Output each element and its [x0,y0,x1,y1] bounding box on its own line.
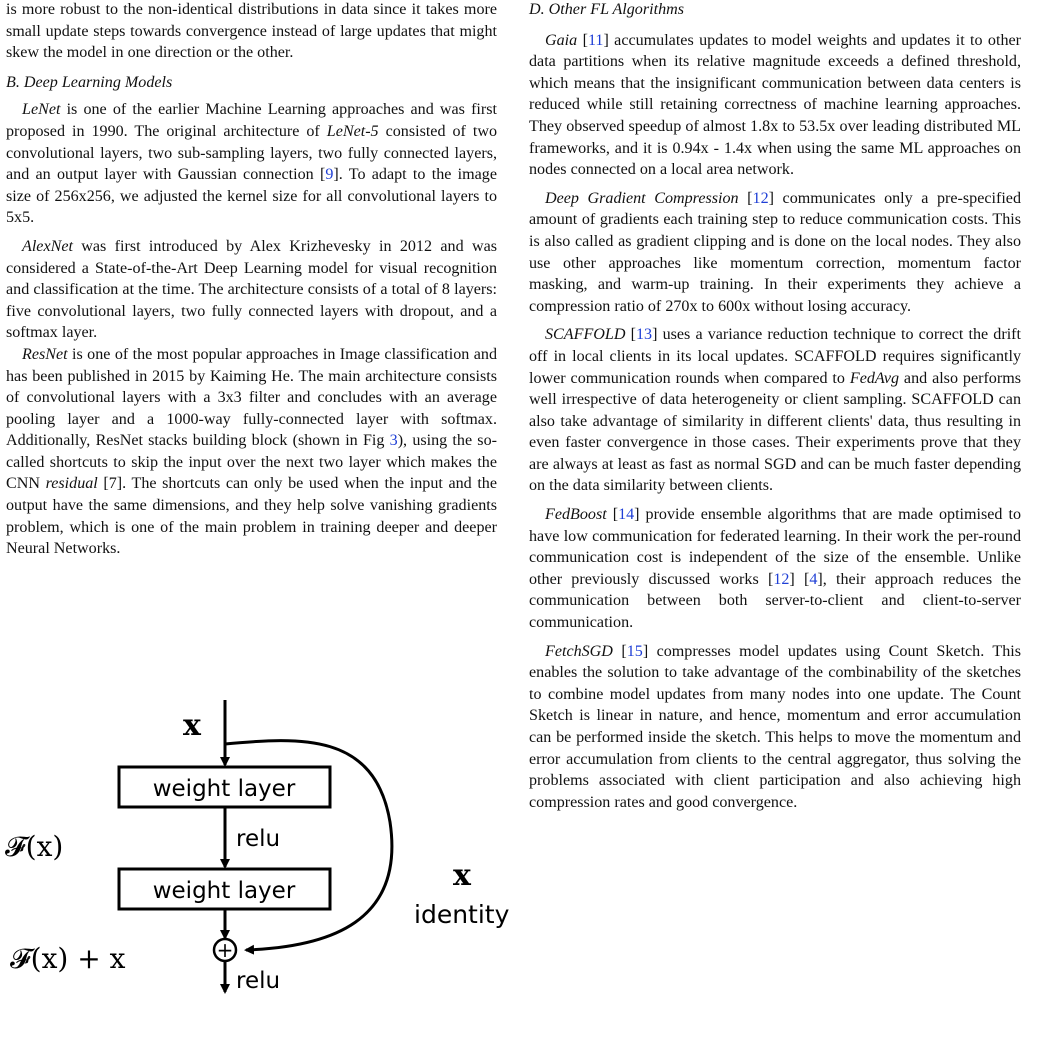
citation-link[interactable]: 12 [773,570,790,588]
plus-sign: + [216,938,234,962]
paragraph-deep-gradient-compression: Deep Gradient Compression [12] communicates only a pre-specified amount of gradients each training step to reduce communication costs. This is also called as gradient clipping and is done on the local nodes. They also use other approaches like momentum correction, momentum factor masking, and warm-up training. In their experiments they achieve a compression ratio of 270x to 600x without losing accuracy. [529,189,1021,315]
section-title-other-fl-algorithms: D. Other FL Algorithms [529,1,684,18]
paragraph-fetchsgd: FetchSGD [15] compresses model updates using Count Sketch. This enables the solution to take advantage of the combinability of the sketches to combine model updates from many nodes into one update. The Count Sketch is linear in nature, and hence, momentum and error accumulation can be performed inside the sketch. This helps to move the momentum and error accumulation from clients to the central aggregator, thus solving the problems associated with client participation and also achieving high compression rates and good convergence. [529,642,1021,811]
paragraph-fedboost: FedBoost [14] provide ensemble algorithms that are made optimised to have low communication for federated learning. In their work the per-round communication cost is independent of the size of the ensemble. Unlike other previously discussed works [12] [4], their approach reduces the communication between both server-to-client and client-to-server communication. [529,506,1021,632]
paragraph-lenet: LeNet is one of the earlier Machine Learning approaches and was first proposed in 1990. The original architecture of LeNet-5 consisted of two convolutional layers, two sub-sampling layers, two fully connected layers, and an output layer with Gaussian connection [9]. To adapt to the image size of 256x256, we adjusted the kernel size for all convolutional layers to 5x5. [6,101,498,227]
section-title-deep-learning-models: B. Deep Learning Models [6,73,173,91]
intro-paragraph: is more robust to the non-identical distributions in data since it takes more small update steps towards convergence instead of large updates that might skew the model in one direction or the other. [6,1,497,62]
residual-block-diagram [0,692,520,1052]
relu-label-2: relu [236,968,281,994]
figure-reference-link[interactable]: 3 [389,432,398,450]
right-column [529,0,1021,813]
left-column [6,0,497,560]
fx-label: 𝓕(x) [5,830,64,863]
citation-link[interactable]: 9 [325,166,334,184]
paragraph-alexnet: AlexNet was first introduced by Alex Krizhevesky in 2012 and was considered a State-of-the-Art Deep Learning model for visual recognition and classification at the time. The architecture consists of a total of 8 layers: five convolutional layers, two fully connected layers with dropout, and a softmax layer. [6,237,497,342]
citation-link[interactable]: 12 [752,189,769,207]
citation-link[interactable]: 4 [809,570,818,588]
paragraph-resnet: ResNet is one of the most popular approaches in Image classification and has been published in 2015 by Kaiming He. The main architecture consists of convolutional layers with a 3x3 filter and concludes with an average pooling layer and a 1000-way fully-connected layer with softmax. Additionally, ResNet stacks building block (shown in Fig 3), using the so-called shortcuts to skip the input over the next two layer which makes the CNN residual [7]. The shortcuts can only be used when the input and the output have the same dimensions, and they help solve vanishing gradients problem, which is one of the main problem in training deeper and deeper Neural Networks. [6,345,497,558]
citation-link[interactable]: 13 [635,326,653,344]
term-lenet: LeNet [22,101,61,119]
citation-link[interactable]: 15 [626,642,643,660]
input-x-label: x [183,708,201,743]
weight-layer-label-2: weight layer [152,878,296,904]
citation-link[interactable]: 14 [618,506,635,524]
paragraph-scaffold: SCAFFOLD [13] uses a variance reduction technique to correct the drift off in local clients in its local updates. SCAFFOLD requires significantly lower communication rounds when compared to FedAvg and also performs well irrespective of data heterogeneity or client sampling. SCAFFOLD can also take advantage of similarity in different clients' data, thus resulting in even faster convergence in those cases. Their experiments prove that they are always at least as fast as normal SGD and can be much faster depending on the data similarity between clients. [529,326,1021,495]
term-resnet: ResNet [22,345,68,363]
paragraph-gaia: Gaia [11] accumulates updates to model weights and updates it to other data partitions when its relative magnitude exceeds a defined threshold, which means that the insignificant communication between data centers is reduced while still retaining correctness of machine learning approaches. They observed speedup of almost 1.8x to 53.5x over leading distributed ML frameworks, and it is 0.94x - 1.4x when using the same ML approaches on nodes connected on a local area network. [529,31,1021,179]
term-alexnet: AlexNet [22,237,73,255]
relu-label-1: relu [236,826,281,852]
citation-link[interactable]: 11 [587,31,604,49]
fx-plus-x-label: 𝓕(x) + x [10,942,126,975]
shortcut-x-label: x [453,858,471,893]
residual-block-figure [0,692,520,1052]
identity-label: identity [414,900,510,929]
weight-layer-label-1: weight layer [152,776,296,802]
